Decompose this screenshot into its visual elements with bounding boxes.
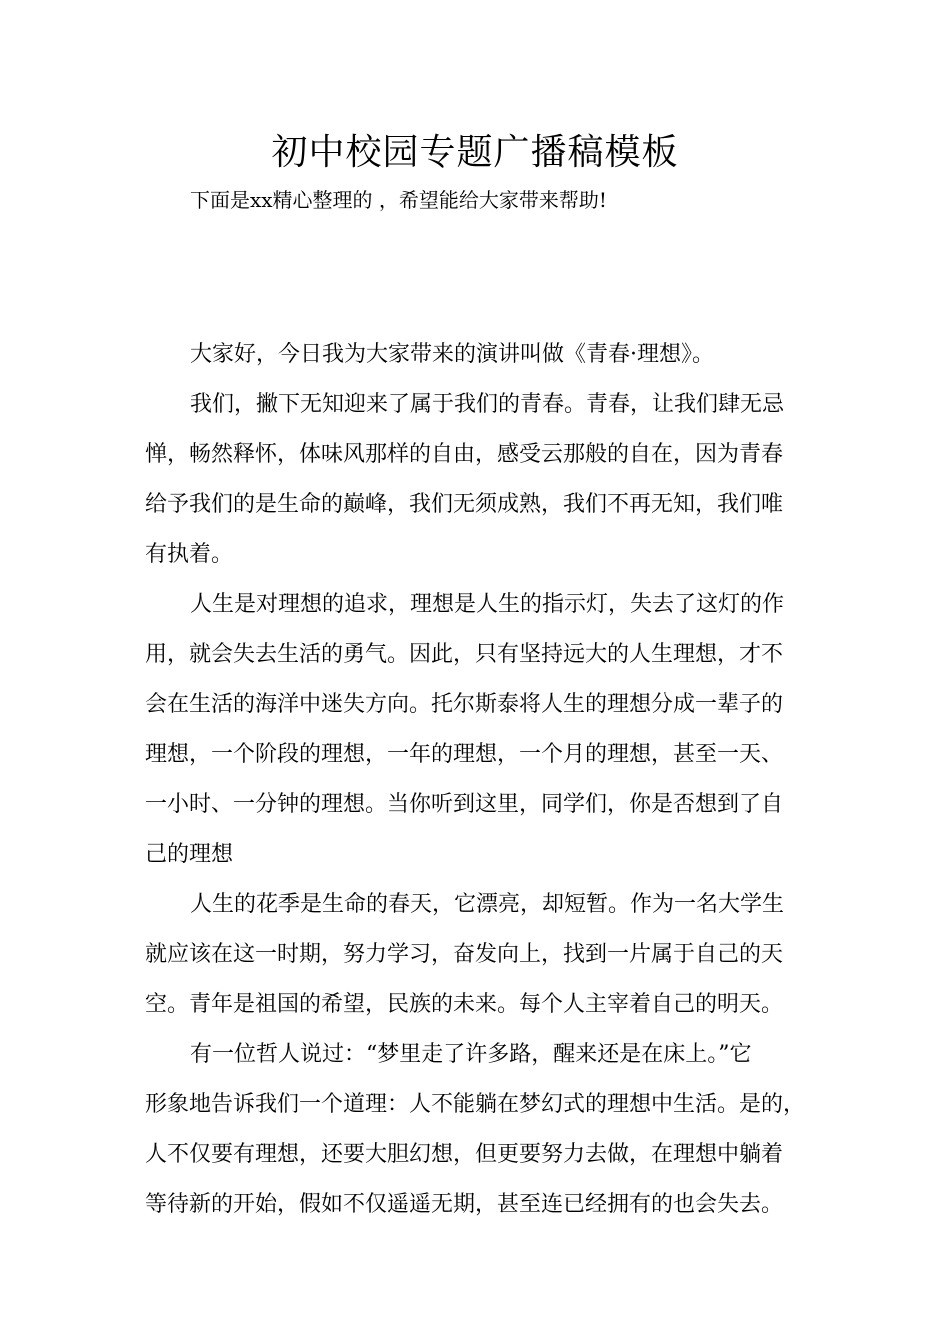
paragraph-line: 理想，一个阶段的理想，一年的理想，一个月的理想，甚至一天、 [145, 742, 784, 767]
paragraph-line: 有执着。 [145, 542, 234, 567]
paragraph-line: 人不仅要有理想，还要大胆幻想，但更要努力去做，在理想中躺着 [145, 1142, 784, 1167]
paragraph-line: 等待新的开始，假如不仅遥遥无期，甚至连已经拥有的也会失去。 [145, 1192, 784, 1217]
paragraph-line: 形象地告诉我们一个道理：人不能躺在梦幻式的理想中生活。是的， [145, 1092, 806, 1117]
intro-line: 下面是xx精心整理的 ，希望能给大家带来帮助! [190, 188, 607, 212]
paragraph-line: 给予我们的是生命的巅峰，我们无须成熟，我们不再无知，我们唯 [145, 492, 784, 517]
paragraph-line: 空。青年是祖国的希望，民族的未来。每个人主宰着自己的明天。 [145, 992, 784, 1017]
document-title: 初中校园专题广播稿模板 [271, 132, 679, 173]
body-text [145, 330, 820, 1230]
paragraph-line: 就应该在这一时期，努力学习，奋发向上，找到一片属于自己的天 [145, 942, 784, 967]
paragraph-line: 一小时、一分钟的理想。当你听到这里，同学们，你是否想到了自 [145, 792, 784, 817]
paragraph-line: 我们，撇下无知迎来了属于我们的青春。青春，让我们肆无忌 [190, 392, 785, 417]
paragraph-line: 人生的花季是生命的春天，它漂亮，却短暂。作为一名大学生 [190, 892, 785, 917]
paragraph-line: 己的理想 [145, 842, 234, 867]
paragraph-line: 惮，畅然释怀，体味风那样的自由，感受云那般的自在，因为青春 [145, 442, 784, 467]
paragraph-line: 会在生活的海洋中迷失方向。托尔斯泰将人生的理想分成一辈子的 [145, 692, 784, 717]
paragraph-line: 人生是对理想的追求，理想是人生的指示灯，失去了这灯的作 [190, 592, 785, 617]
paragraph-line: 有一位哲人说过：“梦里走了许多路，醒来还是在床上。”它 [190, 1042, 752, 1067]
paragraph-line: 用，就会失去生活的勇气。因此，只有坚持远大的人生理想，才不 [145, 642, 784, 667]
paragraph-line: 大家好，今日我为大家带来的演讲叫做《青春·理想》。 [190, 342, 714, 367]
